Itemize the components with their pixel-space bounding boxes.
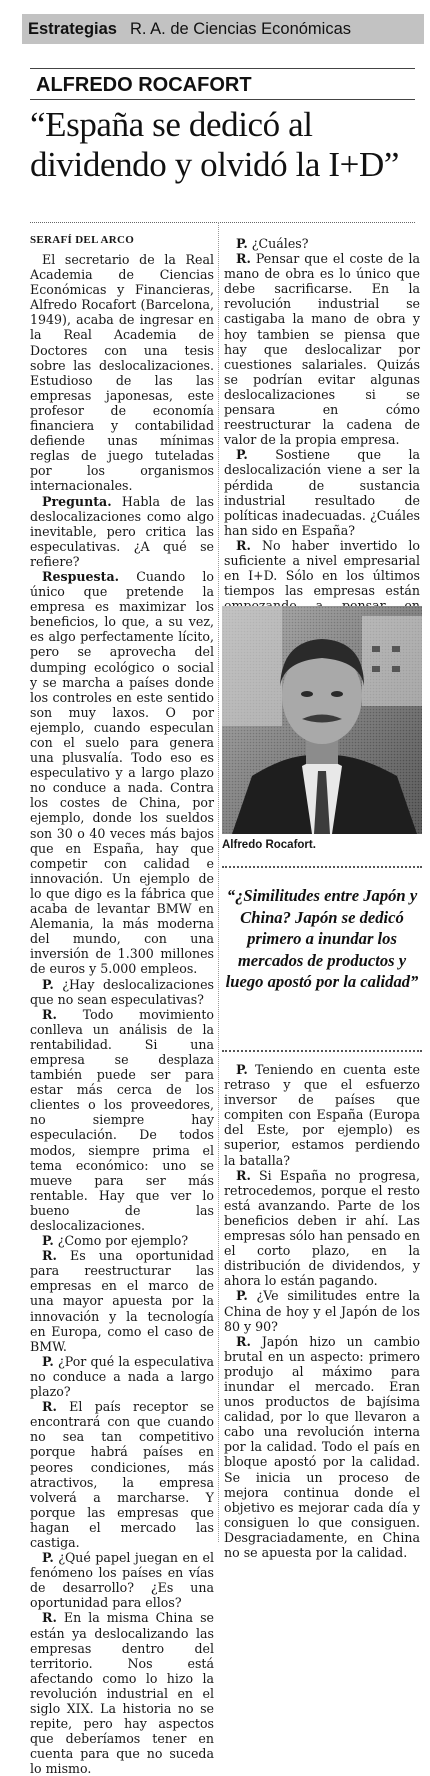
paragraph	[30, 1610, 214, 1776]
qa-label: P.	[42, 1233, 54, 1249]
qa-label: R.	[236, 1333, 251, 1349]
paragraph	[224, 447, 420, 538]
paragraph	[224, 251, 420, 447]
paragraph	[30, 569, 214, 977]
paragraph-text: ¿Qué papel juegan en el fenómeno los países en vías de desarrollo? ¿Es una oportunidad para ellos?	[30, 1550, 214, 1611]
qa-label: R.	[42, 1610, 57, 1626]
paragraph-text: Japón hizo un cambio brutal en un aspecto: primero produjo al máximo para inundar el mercado. Eran unos productos de bajísima calidad, por lo que llevaron a cabo una revolución interna por la calidad. Todo el país en bloque apostó por la calidad. Se inicia un proceso de mejora continua donde el objetivo es mejorar cada día y consiguen lo que consiguen. Desgraciadamente, en China no se apuesta por la calidad.	[224, 1333, 420, 1560]
paragraph-text: Habla de las deslocalizaciones como algo inevitable, pero critica las especulativas. ¿A qué se refiere?	[30, 493, 214, 569]
paragraph	[30, 1550, 214, 1610]
qa-label: P.	[42, 1353, 54, 1369]
paragraph-text: Todo movimiento conlleva un análisis de la rentabilidad. Si una empresa se desplaza también puede ser para estar más cerca de los clientes o los proveedores, no siempre hay especulación. De todos modos, siempre prima el tema económico: uno se mueve para ser más rentable. Hay que ver lo bueno de las deslocalizaciones.	[30, 1006, 214, 1233]
column-divider	[218, 222, 219, 1542]
section-subtitle: R. A. de Ciencias Económicas	[130, 20, 352, 38]
paragraph-text: Cuando lo único que pretende la empresa es maximizar los beneficios, lo que, a su vez, es algo perfectamente lícito, pero se aprovecha del dumping ecológico o social y se marcha a países donde los controles en este sentido son muy laxos. O por ejemplo, cuando especulan con el suelo para genera una plusvalía. Todo eso es especulativo y a largo plazo no conduce a nada. Contra los costes de China, por ejemplo, donde los sueldos son 30 o 40 veces más bajos que en España, hay que competir con calidad e innovación. Un ejemplo de lo que digo es la fábrica que acaba de levantar BMW en Alemania, la más moderna del mundo, con una inversión de 1.300 millones de euros y 5.000 empleos.	[30, 568, 214, 977]
paragraph	[30, 1354, 214, 1399]
qa-label: P.	[42, 1550, 54, 1566]
top-rule	[30, 68, 415, 69]
right-column-top	[224, 236, 420, 659]
paragraph-text: El país receptor se encontrará con que cuando no sea tan competitivo porque habrá países en peores condiciones, más atractivos, la empresa volverá a marcharse. Y porque las empresas que hagan el mercado las castiga.	[30, 1399, 214, 1550]
qa-label: P.	[236, 1288, 248, 1304]
paragraph-text: ¿Ve similitudes entre la China de hoy y el Japón de los 80 y 90?	[224, 1288, 420, 1334]
left-column	[30, 252, 214, 1776]
paragraph	[30, 1248, 214, 1354]
portrait-photo	[222, 606, 422, 834]
paragraph-text: Es una oportunidad para reestructurar las empresas en el marco de una mayor apuesta por la innovación y la tecnología en Europa, como el caso de BMW.	[30, 1248, 214, 1354]
paragraph	[30, 977, 214, 1007]
qa-label: R.	[236, 251, 251, 267]
paragraph	[30, 1399, 214, 1550]
paragraph	[30, 1233, 214, 1248]
pull-quote: “¿Similitudes entre Japón y China? Japón se dedicó primero a inundar los mercados de productos y luego apostó por la calidad”	[225, 886, 419, 991]
paragraph	[224, 1168, 420, 1289]
paragraph	[224, 1062, 420, 1168]
paragraph	[30, 1007, 214, 1233]
qa-label: P.	[42, 976, 54, 992]
qa-label: R.	[42, 1399, 57, 1415]
paragraph-text: ¿Cuáles?	[251, 236, 309, 251]
qa-label: R.	[236, 537, 251, 553]
paragraph-text: ¿Por qué la especulativa no conduce a nada a largo plazo?	[30, 1353, 214, 1400]
right-column-bottom	[224, 1062, 420, 1560]
qa-label: P.	[236, 1062, 248, 1077]
qa-label: P.	[236, 447, 248, 463]
paragraph-text: ¿Hay deslocalizaciones que no sean especulativas?	[30, 976, 214, 1007]
quote-top-rule	[222, 866, 422, 868]
headline: “España se dedicó al dividendo y olvidó la I+D”	[30, 105, 399, 184]
paragraph	[224, 236, 420, 251]
qa-label: P.	[236, 236, 248, 251]
paragraph	[30, 252, 214, 494]
photo-caption: Alfredo Rocafort.	[222, 839, 316, 851]
subject-rule	[30, 99, 415, 100]
paragraph-text: Pensar que el coste de la mano de obra es lo único que debe sacrificarse. En la revolución industrial se castigaba la mano de obra y hoy tambien se piensa que hay que deslocalizar por cuestiones salariales. Quizás se podrían evitar algunas deslocalizaciones si se pensara en cómo reestructurar la cadena de valor de la propia empresa.	[224, 251, 420, 448]
qa-label: R.	[236, 1167, 251, 1183]
paragraph-text: El secretario de la Real Academia de Ciencias Económicas y Financieras, Alfredo Rocafort (Barcelona, 1949), acaba de ingresar en la Real Academia de Doctores con una tesis sobre las deslocalizaciones. Estudioso de las las empresas japonesas, este profesor de economía financiera y contabilidad defiende unas mínimas reglas de juego tuteladas por los organismos internacionales.	[30, 252, 214, 494]
qa-label: Pregunta.	[42, 493, 112, 509]
paragraph	[30, 494, 214, 569]
paragraph	[224, 1288, 420, 1333]
section-header	[22, 14, 424, 44]
paragraph-text: En la misma China se están ya deslocalizando las empresas dentro del territorio. Nos está afectando como lo hizo la revolución industrial en el siglo XIX. La historia no se repite, pero hay aspectos que deberíamos tener en cuenta para que no suceda lo mismo.	[30, 1610, 214, 1776]
qa-label: R.	[42, 1248, 57, 1264]
headline-divider	[30, 222, 415, 223]
byline: SERAFÍ DEL ARCO	[30, 234, 135, 246]
quote-bottom-rule	[222, 1050, 422, 1052]
section-title: Estrategias	[28, 20, 117, 38]
interviewee-name: ALFREDO ROCAFORT	[36, 74, 252, 96]
paragraph-text: ¿Como por ejemplo?	[57, 1233, 189, 1249]
qa-label: Respuesta.	[42, 568, 119, 584]
paragraph-text: No haber invertido lo suficiente a nivel empresarial en I+D. Sólo en los últimos tiempos las empresas están	[224, 537, 420, 599]
paragraph	[224, 1334, 420, 1560]
paragraph-text: Teniendo en cuenta este retraso y que el esfuerzo inversor de países que compiten con España (Europa del Este, por ejemplo) es superior, estamos perdiendo la batalla?	[224, 1062, 420, 1168]
paragraph-text: Si España no progresa, retrocedemos, porque el resto está avanzando. Parte de los beneficios deben ir ahí. Las empresas sólo han pensado en el corto plazo, en la distribución de dividendos, y ahora lo están pagando.	[224, 1167, 420, 1289]
qa-label: R.	[42, 1006, 57, 1022]
paragraph-text: Sostiene que la deslocalización viene a ser la pérdida de sustancia industrial resultado de políticas inadecuadas. ¿Cuáles han sido en España?	[224, 447, 420, 538]
